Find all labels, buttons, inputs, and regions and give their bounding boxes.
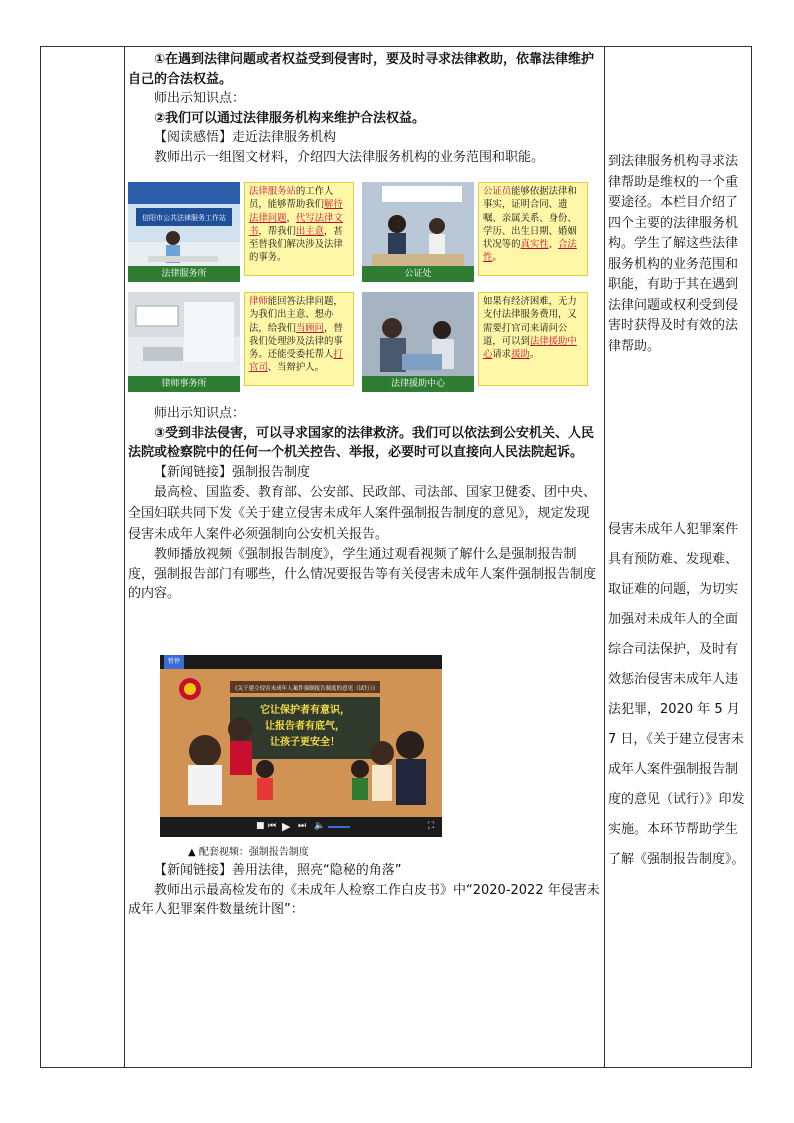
stop-icon[interactable]: ■ — [256, 821, 265, 831]
legal-aid-text: 如果有经济困难，无力支付法律服务费用，又需要打官司来请问公道，可以到法律援助中心请求援助。 — [478, 292, 588, 386]
video-frame — [160, 669, 442, 817]
volume-slider[interactable] — [328, 826, 350, 828]
card-law-firm — [128, 292, 358, 392]
volume-icon[interactable]: 🔈 — [314, 821, 326, 831]
card-legal-aid-center — [362, 292, 592, 392]
news-link-1-title: 【新闻链接】强制报告制度 — [154, 464, 311, 480]
side-note-legal-services: 到法律服务机构寻求法律帮助是维权的一个重要途径。本栏目介绍了四个主要的法律服务机构。学生了解这些法律服务机构的业务范围和职能，有助于其在遇到法律问题或权利受到侵害时获得及时有效的法律帮助。 — [608, 154, 739, 354]
main-column — [128, 50, 602, 167]
main-column-2 — [128, 404, 602, 604]
teacher-shows-2: 师出示知识点： — [154, 406, 246, 421]
video-banner-title: 《关于建立侵害未成年人案件强制报告制度的意见（试行）》 — [232, 686, 378, 692]
slogan-line-1: 它让保护者有意识， — [260, 705, 350, 716]
legal-service-caption: 法律服务所 — [128, 266, 240, 282]
fullscreen-icon[interactable]: ⛶ — [427, 821, 434, 831]
notary-text: 公证员能够依据法律和事实，证明合同、遗嘱、亲属关系、身份、学历、出生日期、婚姻状况等的真实性、合法性。 — [478, 182, 588, 276]
side-note-mandatory-report: 侵害未成年人犯罪案件具有预防难、发现难、取证难的问题，为切实加强对未成年人的全面综合司法保护，及时有效惩治侵害未成年人违法犯罪，2020 年 5 月 7 日，《关于建立侵害未成年人案件强制报告制度的意见（试行）》印发实施。本环节帮助学生了解《强制报告制度》。 — [608, 522, 745, 867]
prev-icon[interactable]: ⏮ — [268, 821, 277, 831]
teacher-shows-1: 师出示知识点： — [154, 91, 246, 106]
video-intro: 教师播放视频《强制报告制度》，学生通过观看视频了解什么是强制报告制度，强制报告部门有哪些，什么情况要报告等有关侵害未成年人案件强制报告制度的内容。 — [128, 547, 597, 601]
legal-aid-caption: 法律援助中心 — [362, 376, 474, 392]
video-caption: ▲ 配套视频：强制报告制度 — [188, 847, 309, 858]
point-3: ③受到非法侵害，可以寻求国家的法律救济。我们可以依法到公安机关、人民法院或检察院中的任何一个机关控告、举报，必要时可以直接向人民法院起诉。 — [128, 425, 595, 460]
law-firm-photo — [128, 292, 240, 392]
video-controls — [160, 817, 442, 837]
video-player[interactable] — [160, 655, 442, 837]
office-sign: 信阳市公共法律服务工作站 — [142, 214, 226, 222]
card-notary-office — [362, 182, 592, 282]
next-icon[interactable]: ⏭ — [298, 821, 307, 831]
column-divider-right — [604, 47, 605, 1067]
legal-services-cards — [128, 182, 592, 392]
law-firm-text: 律师能回答法律问题，为我们出主意、想办法，给我们当顾问，替我们处理涉及法律的事务。还能受委托帮人打官司、当辩护人。 — [244, 292, 354, 386]
law-firm-caption: 律师事务所 — [128, 376, 240, 392]
pause-tab[interactable]: 暂停 — [164, 655, 184, 669]
slogan-line-3: 让孩子更安全！ — [270, 737, 340, 748]
notary-photo — [362, 182, 474, 282]
main-column-3 — [128, 861, 602, 920]
legal-service-text: 法律服务站的工作人员，能够帮助我们解待法律问题，代写法律文书，帮我们出主意，甚至替我们解决涉及法律的事务。 — [244, 182, 354, 276]
reading-intro: 教师出示一组图文材料，介绍四大法律服务机构的业务范围和职能。 — [154, 149, 545, 165]
column-divider-left — [124, 47, 125, 1067]
legal-aid-photo — [362, 292, 474, 392]
card-legal-service-office — [128, 182, 358, 282]
point-1: ①在遇到法律问题或者权益受到侵害时，要及时寻求法律救助，依靠法律维护自己的合法权益。 — [128, 52, 595, 87]
reading-section-title: 【阅读感悟】走近法律服务机构 — [154, 130, 337, 145]
legal-service-photo — [128, 182, 240, 282]
point-2: ②我们可以通过法律服务机构来维护合法权益。 — [154, 110, 426, 126]
news-link-2-body: 教师出示最高检发布的《未成年人检察工作白皮书》中“2020-2022 年侵害未成年人犯罪案件数量统计图”： — [128, 882, 600, 917]
play-icon[interactable]: ▶ — [282, 820, 291, 833]
notary-caption: 公证处 — [362, 266, 474, 282]
slogan-line-2: 让报告者有底气， — [265, 721, 345, 732]
video-title-bar — [160, 655, 442, 669]
news-link-2-title: 【新闻链接】善用法律，照亮“隐秘的角落” — [154, 863, 402, 878]
news-link-1-body: 最高检、国监委、教育部、公安部、民政部、司法部、国家卫健委、团中央、全国妇联共同下发《关于建立侵害未成年人案件强制报告制度的意见》，规定发现侵害未成年人案件必须强制向公安机关报告。 — [128, 485, 597, 542]
